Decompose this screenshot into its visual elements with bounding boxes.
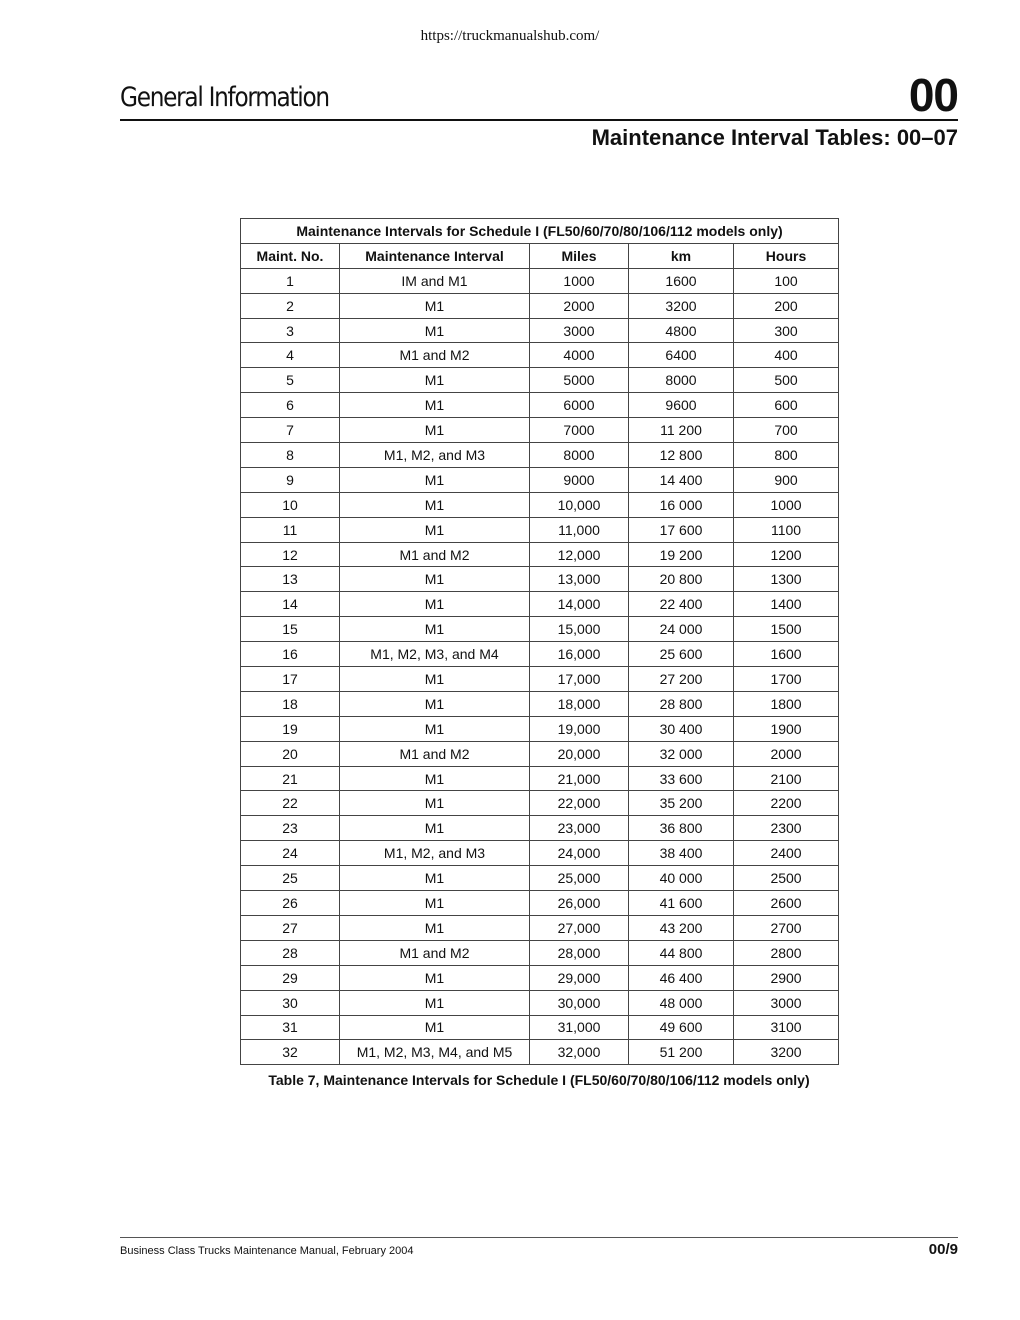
table-cell: 30,000 bbox=[530, 990, 629, 1015]
table-cell: 30 bbox=[241, 990, 340, 1015]
table-cell: 15 bbox=[241, 617, 340, 642]
table-row bbox=[241, 891, 839, 916]
table-cell: 9 bbox=[241, 467, 340, 492]
table-cell: 15,000 bbox=[530, 617, 629, 642]
table-cell: 29,000 bbox=[530, 965, 629, 990]
table-row bbox=[241, 1015, 839, 1040]
table-cell: 100 bbox=[734, 268, 839, 293]
table-cell: M1 bbox=[340, 716, 530, 741]
table-cell: 27 bbox=[241, 915, 340, 940]
table-row bbox=[241, 1040, 839, 1065]
table-cell: 3 bbox=[241, 318, 340, 343]
column-header: Hours bbox=[734, 243, 839, 268]
table-cell: 5 bbox=[241, 368, 340, 393]
table-row bbox=[241, 492, 839, 517]
table-cell: M1 bbox=[340, 915, 530, 940]
maintenance-interval-table bbox=[240, 218, 839, 1065]
table-cell: M1 bbox=[340, 617, 530, 642]
table-cell: 28 bbox=[241, 940, 340, 965]
table-cell: 12 bbox=[241, 542, 340, 567]
table-cell: 21,000 bbox=[530, 766, 629, 791]
table-row bbox=[241, 642, 839, 667]
table-cell: 32 bbox=[241, 1040, 340, 1065]
table-cell: 24 000 bbox=[629, 617, 734, 642]
table-cell: 23 bbox=[241, 816, 340, 841]
table-row bbox=[241, 915, 839, 940]
table-cell: 25,000 bbox=[530, 866, 629, 891]
table-cell: 3200 bbox=[629, 293, 734, 318]
table-cell: M1 bbox=[340, 567, 530, 592]
table-cell: 1600 bbox=[629, 268, 734, 293]
table-cell: 24 bbox=[241, 841, 340, 866]
table-cell: 18,000 bbox=[530, 691, 629, 716]
table-cell: 2600 bbox=[734, 891, 839, 916]
table-cell: 19 bbox=[241, 716, 340, 741]
table-cell: 10 bbox=[241, 492, 340, 517]
table-cell: 20 bbox=[241, 741, 340, 766]
table-cell: 1000 bbox=[734, 492, 839, 517]
table-row bbox=[241, 393, 839, 418]
table-cell: 400 bbox=[734, 343, 839, 368]
table-row bbox=[241, 841, 839, 866]
table-cell: 9000 bbox=[530, 467, 629, 492]
table-cell: M1 bbox=[340, 592, 530, 617]
table-cell: 1 bbox=[241, 268, 340, 293]
page-number: 00/9 bbox=[928, 1241, 958, 1258]
table-cell: M1 and M2 bbox=[340, 741, 530, 766]
table-row bbox=[241, 990, 839, 1015]
table-cell: 2900 bbox=[734, 965, 839, 990]
table-cell: 8000 bbox=[530, 443, 629, 468]
table-row bbox=[241, 866, 839, 891]
table-row bbox=[241, 667, 839, 692]
table-cell: 2200 bbox=[734, 791, 839, 816]
table-cell: 25 600 bbox=[629, 642, 734, 667]
table-cell: 800 bbox=[734, 443, 839, 468]
table-cell: M1 and M2 bbox=[340, 542, 530, 567]
table-cell: M1, M2, and M3 bbox=[340, 443, 530, 468]
table-cell: M1, M2, M3, M4, and M5 bbox=[340, 1040, 530, 1065]
table-cell: 38 400 bbox=[629, 841, 734, 866]
table-cell: 32,000 bbox=[530, 1040, 629, 1065]
table-row bbox=[241, 418, 839, 443]
table-cell: 2000 bbox=[530, 293, 629, 318]
footer-manual-title: Business Class Trucks Maintenance Manual, February 2004 bbox=[120, 1245, 414, 1257]
header-rule bbox=[120, 119, 958, 121]
table-cell: 35 200 bbox=[629, 791, 734, 816]
table-caption: Table 7, Maintenance Intervals for Schedule I (FL50/60/70/80/106/112 models only) bbox=[268, 1072, 810, 1089]
table-cell: 22,000 bbox=[530, 791, 629, 816]
table-cell: 18 bbox=[241, 691, 340, 716]
table-cell: 1100 bbox=[734, 517, 839, 542]
table-cell: 29 bbox=[241, 965, 340, 990]
table-cell: 4000 bbox=[530, 343, 629, 368]
table-cell: 19,000 bbox=[530, 716, 629, 741]
table-cell: 900 bbox=[734, 467, 839, 492]
column-header: km bbox=[629, 243, 734, 268]
table-cell: 48 000 bbox=[629, 990, 734, 1015]
column-header: Maintenance Interval bbox=[340, 243, 530, 268]
table-row bbox=[241, 766, 839, 791]
table-cell: 200 bbox=[734, 293, 839, 318]
table-cell: 9600 bbox=[629, 393, 734, 418]
table-body bbox=[241, 268, 839, 1065]
table-header-row bbox=[241, 243, 839, 268]
table-cell: M1 bbox=[340, 293, 530, 318]
table-cell: M1 bbox=[340, 1015, 530, 1040]
table-cell: M1 bbox=[340, 492, 530, 517]
table-cell: 14 400 bbox=[629, 467, 734, 492]
subsection-title: Maintenance Interval Tables: 00–07 bbox=[591, 125, 958, 150]
source-url: https://truckmanualshub.com/ bbox=[420, 28, 600, 44]
table-row bbox=[241, 791, 839, 816]
table-cell: M1 bbox=[340, 766, 530, 791]
table-cell: M1 bbox=[340, 691, 530, 716]
table-cell: M1 bbox=[340, 517, 530, 542]
table-cell: M1 bbox=[340, 368, 530, 393]
table-cell: 6000 bbox=[530, 393, 629, 418]
table-cell: 7 bbox=[241, 418, 340, 443]
table-cell: 31,000 bbox=[530, 1015, 629, 1040]
table-cell: 3100 bbox=[734, 1015, 839, 1040]
table-cell: 12 800 bbox=[629, 443, 734, 468]
table-row bbox=[241, 816, 839, 841]
table-cell: 22 400 bbox=[629, 592, 734, 617]
table-cell: 33 600 bbox=[629, 766, 734, 791]
table-cell: 600 bbox=[734, 393, 839, 418]
table-cell: 19 200 bbox=[629, 542, 734, 567]
table-cell: 21 bbox=[241, 766, 340, 791]
table-cell: 3200 bbox=[734, 1040, 839, 1065]
table-cell: 5000 bbox=[530, 368, 629, 393]
table-cell: 14,000 bbox=[530, 592, 629, 617]
table-cell: 700 bbox=[734, 418, 839, 443]
table-cell: 41 600 bbox=[629, 891, 734, 916]
table-cell: M1 bbox=[340, 418, 530, 443]
table-row bbox=[241, 318, 839, 343]
table-cell: 1600 bbox=[734, 642, 839, 667]
table-cell: M1 bbox=[340, 816, 530, 841]
table-cell: 2800 bbox=[734, 940, 839, 965]
table-cell: 16 bbox=[241, 642, 340, 667]
table-cell: 16 000 bbox=[629, 492, 734, 517]
table-cell: M1 bbox=[340, 990, 530, 1015]
table-cell: 31 bbox=[241, 1015, 340, 1040]
table-cell: 43 200 bbox=[629, 915, 734, 940]
table-cell: 17,000 bbox=[530, 667, 629, 692]
table-cell: 4800 bbox=[629, 318, 734, 343]
table-cell: 7000 bbox=[530, 418, 629, 443]
table-cell: 23,000 bbox=[530, 816, 629, 841]
table-cell: 8 bbox=[241, 443, 340, 468]
column-header: Maint. No. bbox=[241, 243, 340, 268]
table-cell: 14 bbox=[241, 592, 340, 617]
table-cell: 6400 bbox=[629, 343, 734, 368]
table-cell: 12,000 bbox=[530, 542, 629, 567]
table-row bbox=[241, 691, 839, 716]
table-cell: M1 and M2 bbox=[340, 343, 530, 368]
table-cell: 13 bbox=[241, 567, 340, 592]
table-cell: IM and M1 bbox=[340, 268, 530, 293]
table-cell: 26,000 bbox=[530, 891, 629, 916]
table-cell: 27 200 bbox=[629, 667, 734, 692]
table-cell: 17 600 bbox=[629, 517, 734, 542]
table-row bbox=[241, 592, 839, 617]
table-cell: 3000 bbox=[530, 318, 629, 343]
column-header: Miles bbox=[530, 243, 629, 268]
table-cell: 2 bbox=[241, 293, 340, 318]
table-cell: M1 bbox=[340, 393, 530, 418]
table-cell: 11 bbox=[241, 517, 340, 542]
table-cell: 32 000 bbox=[629, 741, 734, 766]
table-cell: M1 bbox=[340, 866, 530, 891]
table-cell: 28 800 bbox=[629, 691, 734, 716]
table-cell: 1000 bbox=[530, 268, 629, 293]
table-row bbox=[241, 343, 839, 368]
table-cell: 36 800 bbox=[629, 816, 734, 841]
table-cell: 17 bbox=[241, 667, 340, 692]
section-title: General Information bbox=[120, 82, 329, 113]
table-cell: 1900 bbox=[734, 716, 839, 741]
table-cell: 2400 bbox=[734, 841, 839, 866]
table-cell: 10,000 bbox=[530, 492, 629, 517]
table-cell: 1300 bbox=[734, 567, 839, 592]
table-cell: 8000 bbox=[629, 368, 734, 393]
table-row bbox=[241, 467, 839, 492]
table-cell: 500 bbox=[734, 368, 839, 393]
table-row bbox=[241, 617, 839, 642]
table-cell: 2500 bbox=[734, 866, 839, 891]
table-row bbox=[241, 716, 839, 741]
table-row bbox=[241, 940, 839, 965]
table-cell: M1 bbox=[340, 667, 530, 692]
table-cell: 2300 bbox=[734, 816, 839, 841]
table-cell: M1 bbox=[340, 318, 530, 343]
table-row bbox=[241, 542, 839, 567]
table-cell: M1 bbox=[340, 965, 530, 990]
footer-rule bbox=[120, 1237, 958, 1238]
table-row bbox=[241, 567, 839, 592]
table-cell: 40 000 bbox=[629, 866, 734, 891]
table-cell: 2000 bbox=[734, 741, 839, 766]
table-cell: 24,000 bbox=[530, 841, 629, 866]
table-cell: 4 bbox=[241, 343, 340, 368]
table-cell: 51 200 bbox=[629, 1040, 734, 1065]
table-cell: M1 bbox=[340, 791, 530, 816]
table-cell: 1400 bbox=[734, 592, 839, 617]
table-row bbox=[241, 368, 839, 393]
table-cell: 11 200 bbox=[629, 418, 734, 443]
table-row bbox=[241, 741, 839, 766]
table-title-row bbox=[241, 219, 839, 244]
table-row bbox=[241, 293, 839, 318]
table-cell: M1 bbox=[340, 891, 530, 916]
table-cell: 25 bbox=[241, 866, 340, 891]
table-row bbox=[241, 268, 839, 293]
section-number: 00 bbox=[908, 69, 958, 121]
table-cell: 16,000 bbox=[530, 642, 629, 667]
table-cell: 27,000 bbox=[530, 915, 629, 940]
table-cell: 300 bbox=[734, 318, 839, 343]
table-cell: 49 600 bbox=[629, 1015, 734, 1040]
table-cell: M1, M2, M3, and M4 bbox=[340, 642, 530, 667]
table-cell: M1, M2, and M3 bbox=[340, 841, 530, 866]
table-cell: 2100 bbox=[734, 766, 839, 791]
table-cell: M1 and M2 bbox=[340, 940, 530, 965]
table-cell: 11,000 bbox=[530, 517, 629, 542]
table-cell: 1200 bbox=[734, 542, 839, 567]
table-row bbox=[241, 443, 839, 468]
table-cell: 3000 bbox=[734, 990, 839, 1015]
table-cell: 46 400 bbox=[629, 965, 734, 990]
table-cell: 6 bbox=[241, 393, 340, 418]
table-cell: 1700 bbox=[734, 667, 839, 692]
table-cell: 30 400 bbox=[629, 716, 734, 741]
table-cell: 13,000 bbox=[530, 567, 629, 592]
table-cell: 1800 bbox=[734, 691, 839, 716]
table-row bbox=[241, 965, 839, 990]
table-cell: 20,000 bbox=[530, 741, 629, 766]
table-cell: M1 bbox=[340, 467, 530, 492]
table-row bbox=[241, 517, 839, 542]
table-cell: 28,000 bbox=[530, 940, 629, 965]
maintenance-table-container bbox=[240, 218, 838, 1088]
table-title: Maintenance Intervals for Schedule I (FL50/60/70/80/106/112 models only) bbox=[241, 219, 839, 244]
table-cell: 44 800 bbox=[629, 940, 734, 965]
table-cell: 26 bbox=[241, 891, 340, 916]
table-cell: 2700 bbox=[734, 915, 839, 940]
table-cell: 20 800 bbox=[629, 567, 734, 592]
table-cell: 1500 bbox=[734, 617, 839, 642]
table-cell: 22 bbox=[241, 791, 340, 816]
